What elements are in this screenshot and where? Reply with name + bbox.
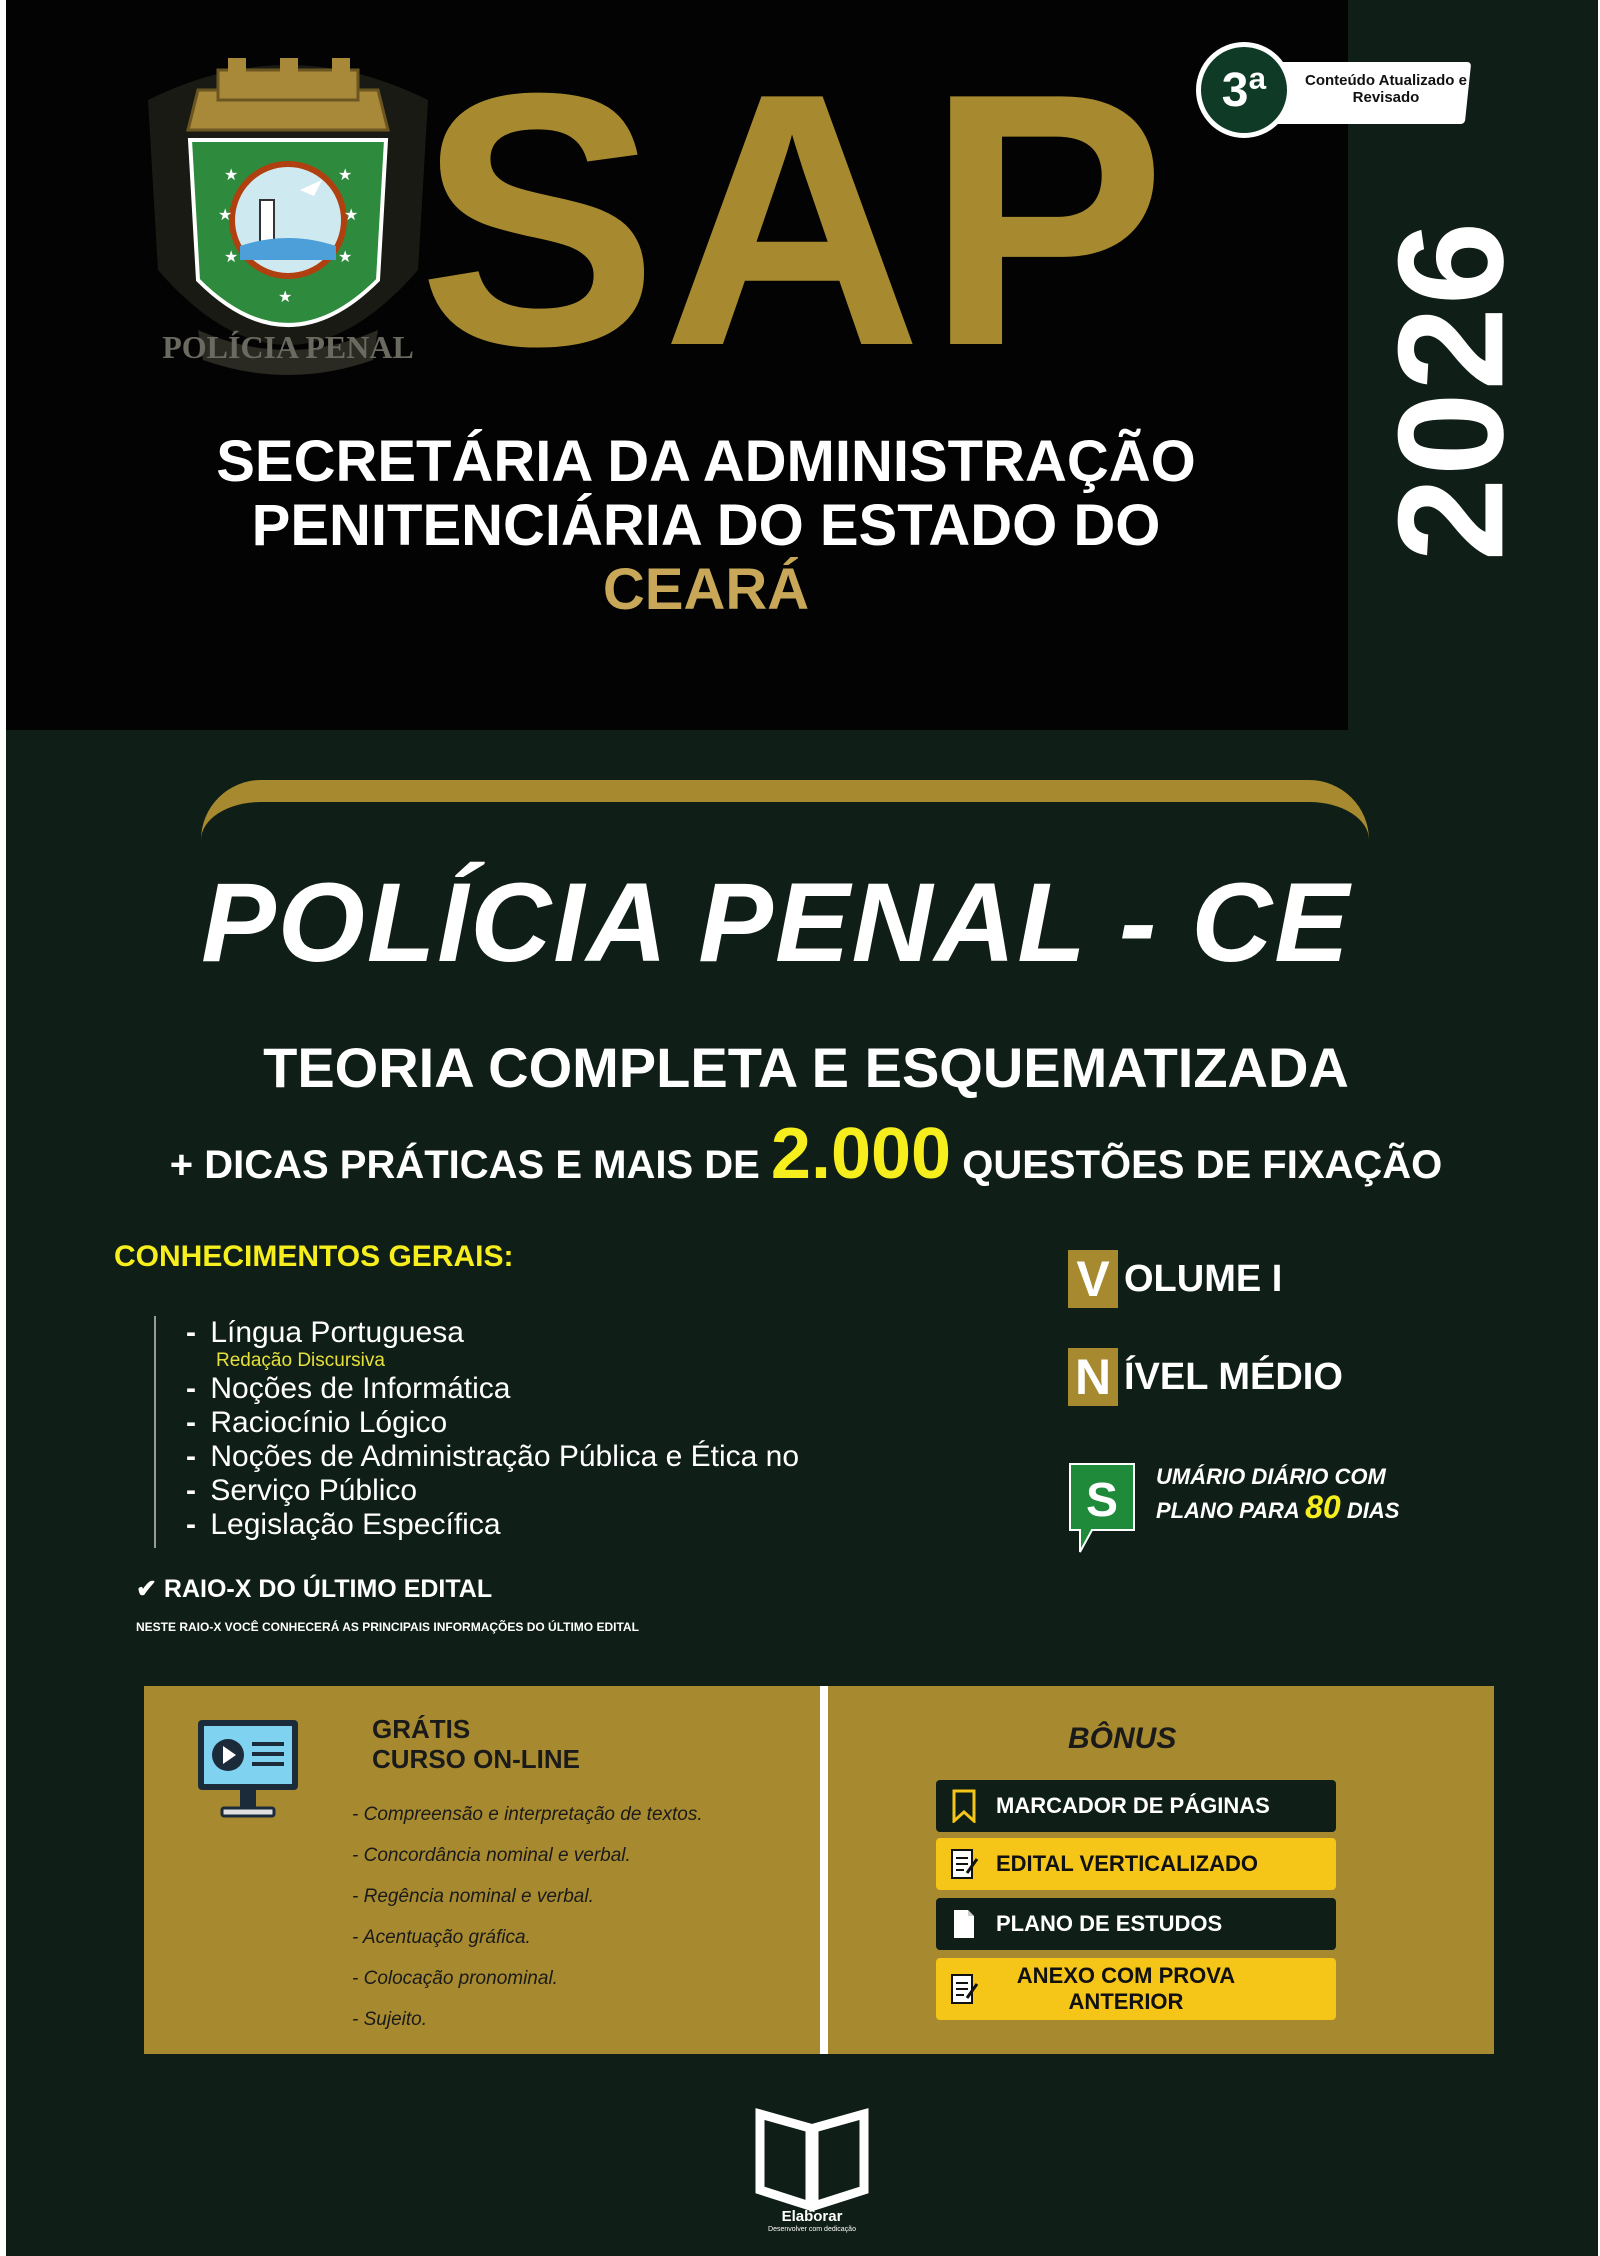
- volume-letter: V: [1068, 1250, 1118, 1308]
- svg-text:★: ★: [344, 207, 359, 224]
- curso-topics: [352, 1794, 703, 2040]
- file-icon: [942, 1908, 986, 1940]
- edition-label: Conteúdo Atualizado e Revisado: [1305, 72, 1467, 106]
- nivel-letter: N: [1068, 1348, 1118, 1406]
- svg-text:★: ★: [218, 207, 233, 224]
- raio-x-subtitle: NESTE RAIO-X VOCÊ CONHECERÁ AS PRINCIPAIS INFORMAÇÕES DO ÚLTIMO EDITAL: [136, 1620, 639, 1634]
- publisher-name: Editora Elaborar Desenvolver com dedicação: [768, 2198, 856, 2233]
- main-title: POLÍCIA PENAL - CE: [201, 860, 1351, 985]
- gold-arch-divider: [201, 780, 1369, 852]
- conhecimentos-title: CONHECIMENTOS GERAIS:: [114, 1240, 514, 1273]
- emblem-text: POLÍCIA PENAL: [162, 329, 414, 365]
- extras-panel: [144, 1686, 1494, 2054]
- anexo-label: ANEXO COM PROVA ANTERIOR: [1016, 1963, 1236, 2014]
- list-item: - Sujeito.: [352, 2009, 427, 2030]
- svg-text:S: S: [1085, 1474, 1119, 1527]
- list-item: - Legislação Específica: [186, 1508, 501, 1541]
- agency-line1: SECRETÁRIA DA ADMINISTRAÇÃO: [216, 429, 1196, 494]
- list-item: - Concordância nominal e verbal.: [352, 1845, 631, 1866]
- sumario-block: [1066, 1456, 1446, 1566]
- state-name: CEARÁ: [602, 557, 810, 622]
- curso-title: GRÁTIS CURSO ON-LINE: [372, 1714, 580, 1774]
- agency-line2: PENITENCIÁRIA DO ESTADO DO CEARÁ: [251, 493, 1161, 622]
- svg-text:★: ★: [278, 289, 293, 306]
- panel-divider: [820, 1686, 828, 2054]
- list-item: - Raciocínio Lógico: [186, 1406, 448, 1439]
- edition-badge: [1196, 42, 1498, 142]
- questions-count: 2.000: [770, 1114, 952, 1194]
- book-cover: [6, 0, 1598, 2256]
- document-edit-icon: [942, 1847, 986, 1881]
- sumario-flag-icon: [1066, 1460, 1138, 1556]
- sap-acronym: SAP: [418, 19, 1171, 421]
- nivel-label: N ÍVEL MÉDIO: [1068, 1348, 1343, 1406]
- list-item: - Compreensão e interpretação de textos.: [352, 1804, 703, 1825]
- monitor-video-icon: [196, 1718, 300, 1828]
- svg-text:★: ★: [338, 249, 353, 266]
- list-item: - Noções de Administração Pública e Ética no: [186, 1440, 800, 1473]
- police-shield-emblem: [128, 40, 448, 400]
- subjects-list: [154, 1316, 886, 1548]
- svg-text:★: ★: [224, 249, 239, 266]
- sumario-text: UMÁRIO DIÁRIO COM PLANO PARA 80 DIAS: [1156, 1464, 1400, 1525]
- list-item: - Regência nominal e verbal.: [352, 1886, 594, 1907]
- svg-text:★: ★: [338, 167, 353, 184]
- list-item: - Língua Portuguesa: [186, 1316, 464, 1349]
- bonus-item-plano: PLANO DE ESTUDOS: [936, 1898, 1336, 1950]
- svg-text:★: ★: [224, 167, 239, 184]
- document-edit-icon: [942, 1972, 986, 2006]
- check-icon: ✔: [136, 1575, 157, 1603]
- list-item: - Colocação pronominal.: [352, 1968, 558, 1989]
- raio-x-title: ✔ RAIO-X DO ÚLTIMO EDITAL: [136, 1575, 493, 1603]
- bookmark-icon: [942, 1789, 986, 1823]
- bonus-item-edital: EDITAL VERTICALIZADO: [936, 1838, 1336, 1890]
- volume-label: V OLUME I: [1068, 1250, 1282, 1308]
- bonus-item-marcador: MARCADOR DE PÁGINAS: [936, 1780, 1336, 1832]
- bonus-title: BÔNUS: [1068, 1722, 1177, 1755]
- tagline-line2: + DICAS PRÁTICAS E MAIS DE 2.000 QUESTÕES DE FIXAÇÃO: [169, 1114, 1443, 1194]
- edition-number: 3ª: [1196, 42, 1292, 138]
- list-item: - Noções de Informática: [186, 1372, 511, 1405]
- tagline-line1: TEORIA COMPLETA E ESQUEMATIZADA: [263, 1036, 1349, 1099]
- list-subitem: Redação Discursiva: [216, 1350, 385, 1371]
- list-item: - Acentuação gráfica.: [352, 1927, 531, 1948]
- year-vertical: 2026: [1366, 219, 1535, 561]
- list-item: - Serviço Público: [186, 1474, 418, 1507]
- bonus-item-anexo: [936, 1958, 1336, 2020]
